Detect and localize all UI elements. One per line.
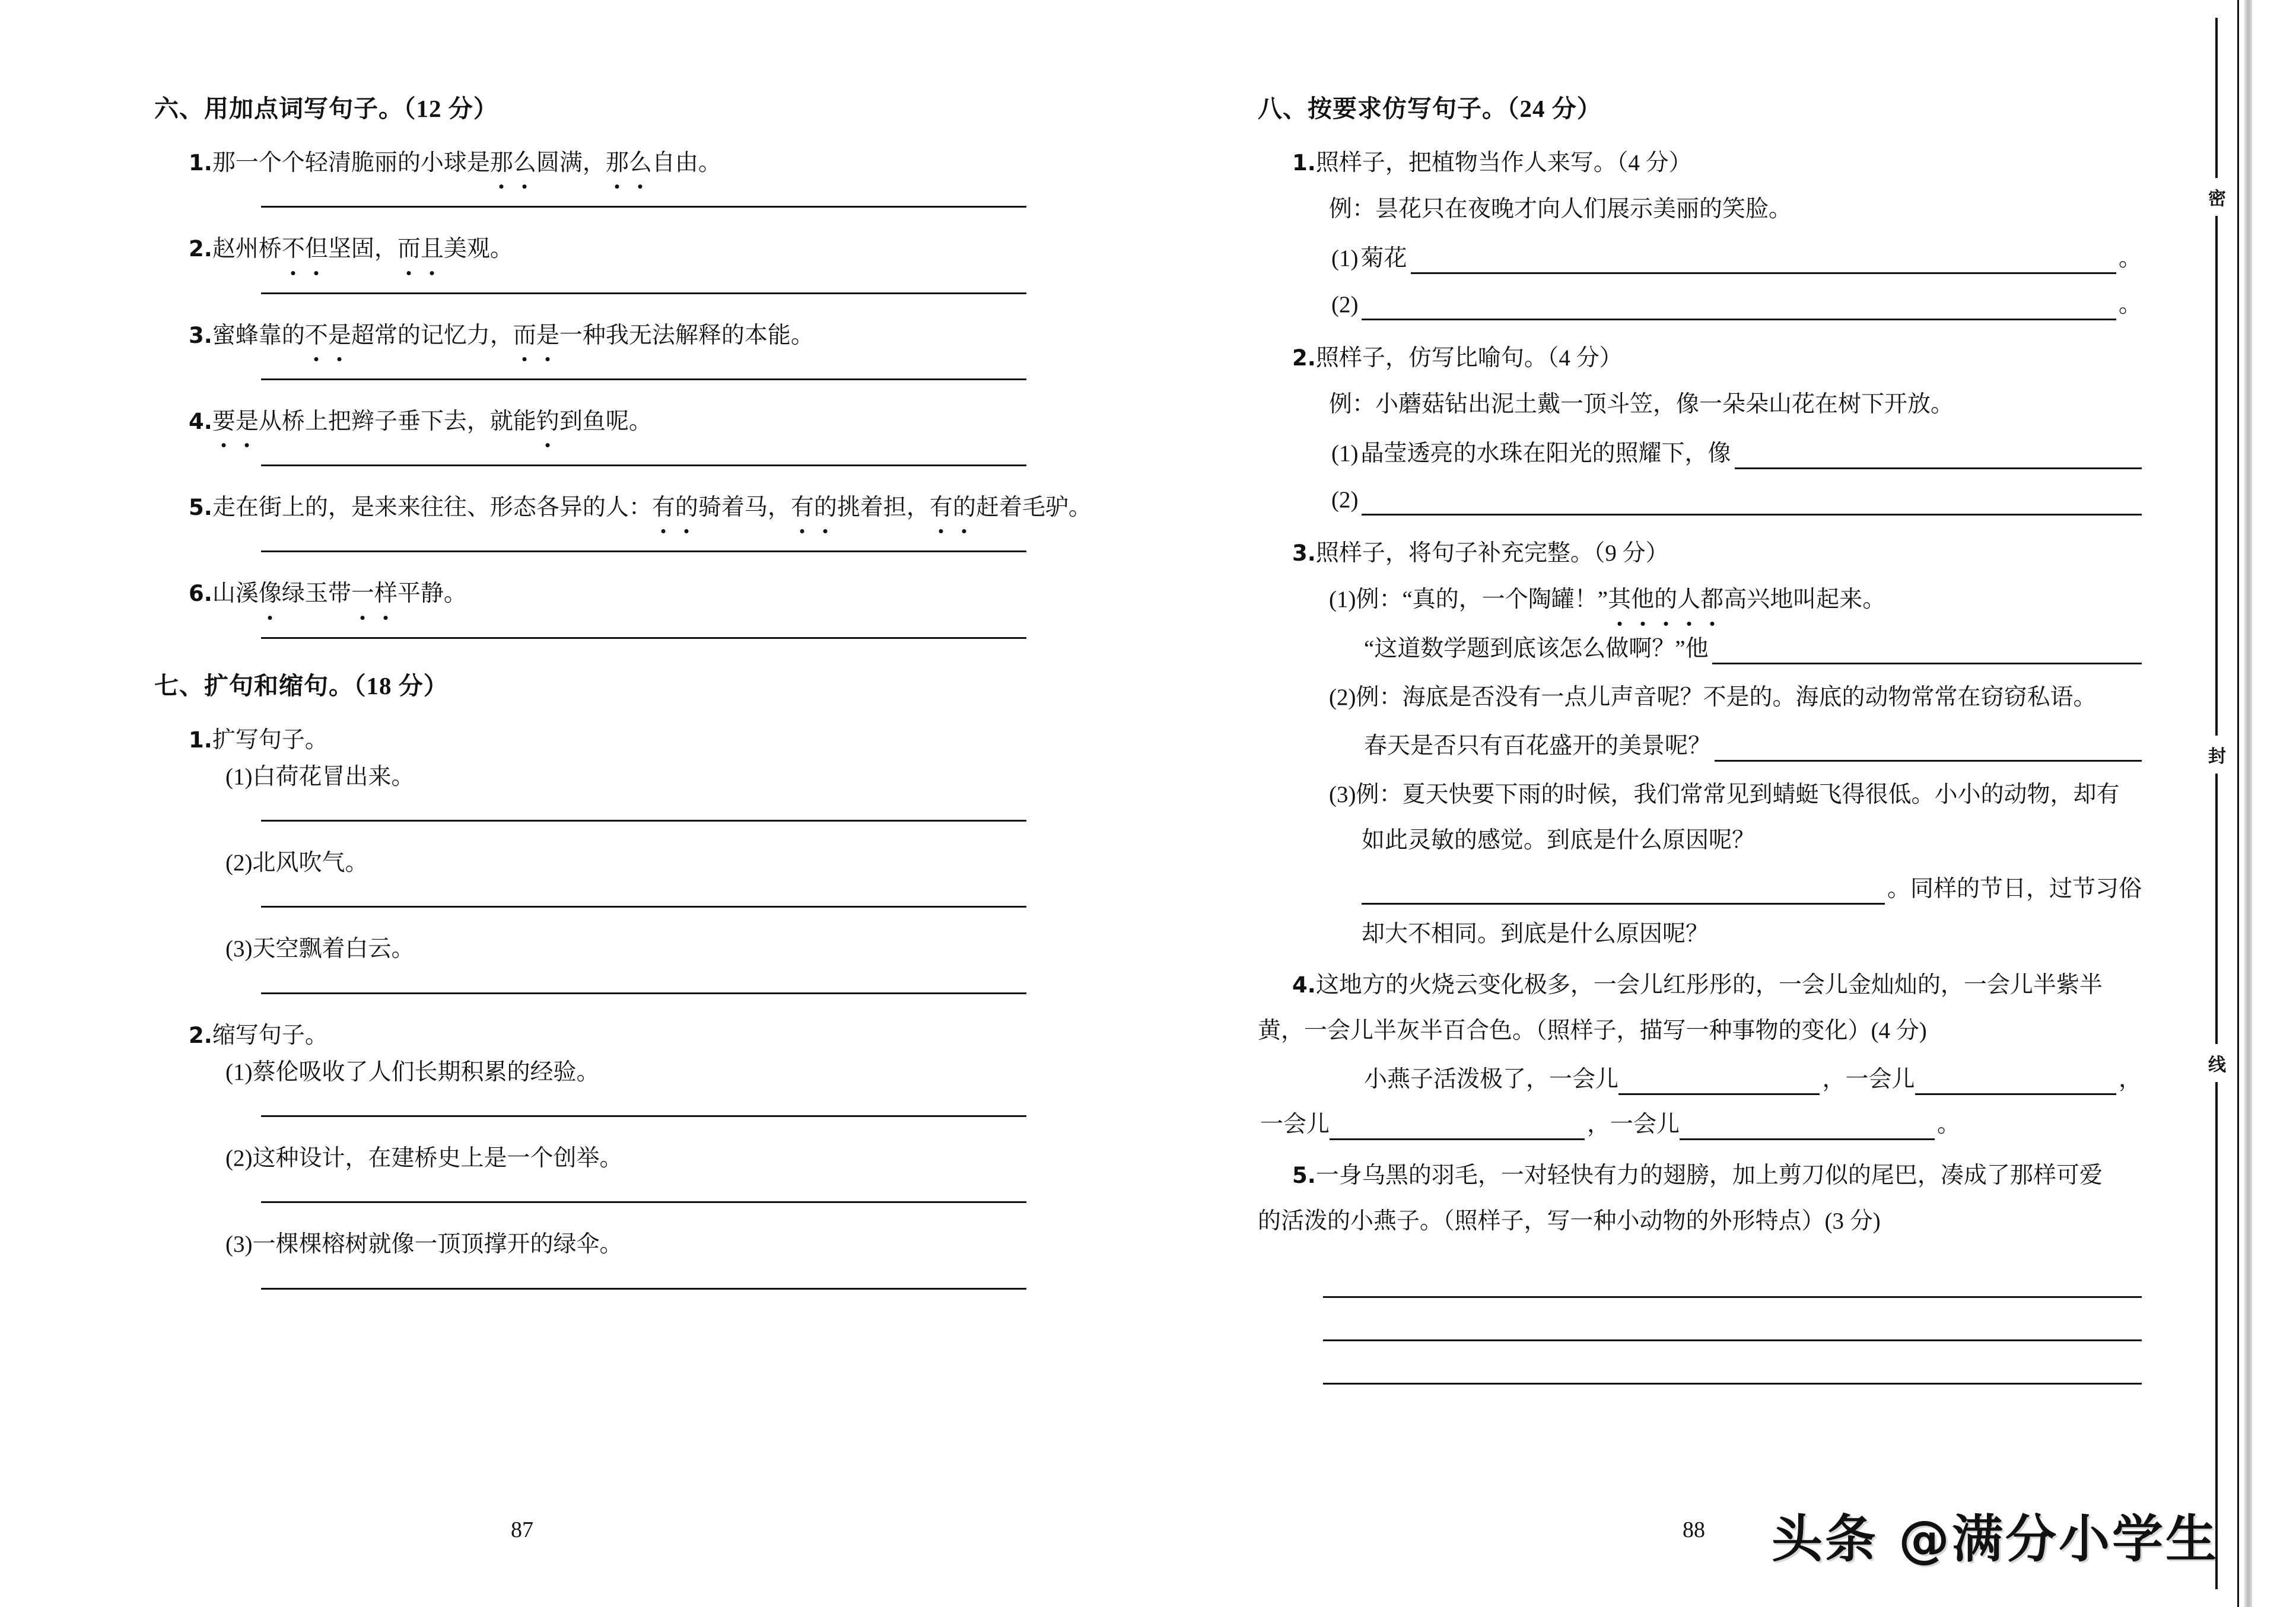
question-8-3-number: 3.	[1292, 540, 1316, 566]
section-six-points: （12 分）	[403, 95, 498, 122]
question-6-3-text-c: 一种我无法解释的本能。	[559, 322, 814, 348]
question-6-3-number: 3.	[189, 322, 212, 348]
section-six-title: 六、用加点词写句子。	[154, 94, 403, 123]
dot-mark: 有	[652, 492, 675, 523]
question-8-2-points: （4 分）	[1547, 345, 1623, 371]
answer-blank[interactable]	[1618, 1093, 1820, 1095]
answer-rule[interactable]	[261, 378, 1026, 380]
watermark: 头条 @满分小学生	[1772, 1510, 2219, 1569]
left-page-number: 87	[511, 1517, 533, 1542]
question-6-3	[154, 320, 1026, 351]
answer-rule[interactable]	[261, 992, 1026, 994]
answer-rule[interactable]	[261, 464, 1026, 466]
answer-blank[interactable]	[1712, 642, 2142, 664]
question-6-5	[154, 492, 1092, 523]
dot-mark: 的	[675, 492, 698, 523]
answer-lead: “这道数学题到底该怎么做啊？”他	[1364, 635, 1709, 661]
dot-mark: 的	[1654, 584, 1677, 615]
answer-after: 。同样的节日，过节习俗	[1887, 876, 2142, 902]
dot-mark: 他	[1631, 584, 1654, 615]
example-text: 例：“真的，一个陶罐！”	[1356, 587, 1608, 613]
dot-mark: 有	[791, 492, 814, 523]
seal-vertical-line	[2215, 18, 2218, 1589]
question-8-3-points: （9 分）	[1593, 540, 1669, 566]
dot-mark: 不	[282, 234, 305, 265]
dot-mark: 的	[814, 492, 837, 523]
right-page-column	[1187, 0, 2296, 1607]
question-8-1-example: 例：昙花只在夜晚才向人们展示美丽的笑脸。	[1329, 196, 1792, 222]
seal-char-xian: 线	[2200, 1044, 2234, 1082]
question-7-2-number: 2.	[189, 1022, 212, 1048]
question-8-4-line2: 黄，一会儿半灰半百合色。（照样子，描写一种事物的变化）(4 分)	[1258, 1017, 1927, 1043]
question-8-3	[1258, 538, 2142, 569]
answer-rule[interactable]	[1323, 1339, 2142, 1341]
subitem-text: 这种设计，在建桥史上是一个创举。	[252, 1145, 623, 1171]
subitem-tag: (3)	[1329, 782, 1356, 808]
question-8-5-number: 5.	[1292, 1163, 1316, 1189]
section-eight-points: （24 分）	[1507, 95, 1602, 122]
question-8-3-3-answer-tail: 却大不相同。到底是什么原因呢？	[1362, 921, 1709, 947]
answer-end: 。	[1937, 1112, 1961, 1137]
answer-blank[interactable]	[1330, 1138, 1585, 1140]
section-seven-title: 七、扩句和缩句。	[154, 671, 354, 700]
question-8-1-number: 1.	[1292, 150, 1316, 176]
answer-lead: 春天是否只有百花盛开的美景呢？	[1364, 733, 1712, 759]
dot-mark: 都	[1700, 584, 1723, 615]
page-edge-shadow	[2244, 0, 2252, 1607]
dot-mark: 一	[351, 578, 374, 609]
question-8-3-3-answer	[1258, 874, 2142, 905]
question-6-6-text-b: 绿玉带	[281, 581, 351, 607]
answer-blank[interactable]	[1715, 740, 2142, 762]
question-7-1-3	[154, 934, 1026, 965]
question-6-6-text-c: 平静。	[397, 581, 467, 607]
question-7-1	[154, 725, 1026, 756]
answer-rule[interactable]	[1323, 1383, 2142, 1385]
question-6-3-text-a: 蜜蜂靠的	[212, 322, 305, 348]
blank-lead: 菊花	[1360, 245, 1407, 271]
question-8-4-answer-line1	[1258, 1064, 2142, 1095]
dot-mark: 是	[236, 406, 259, 437]
answer-blank[interactable]	[1735, 447, 2142, 469]
dot-mark: 要	[212, 406, 236, 437]
dot-mark: 那	[490, 148, 513, 179]
subitem-tag: (2)	[225, 850, 253, 876]
answer-lead: 一会儿	[1260, 1112, 1330, 1137]
seal-char-feng: 封	[2200, 736, 2234, 774]
question-8-5-line2: 的活泼的小燕子。（照样子，写一种小动物的外形特点）(3 分)	[1258, 1208, 1881, 1234]
question-8-2-prompt: 照样子，仿写比喻句。	[1315, 345, 1547, 371]
answer-mid: ，一会儿	[1587, 1112, 1680, 1137]
question-6-6-number: 6.	[189, 581, 212, 607]
question-6-4	[154, 406, 1026, 437]
question-8-1-points: （4 分）	[1616, 150, 1692, 176]
subitem-tag: (1)	[1331, 245, 1359, 271]
question-6-5-text-c: 挑着担，	[837, 495, 930, 520]
subitem-text: 蔡伦吸收了人们长期积累的经验。	[252, 1059, 600, 1085]
subitem-tag: (2)	[1329, 684, 1356, 710]
answer-rule[interactable]	[261, 1201, 1026, 1203]
answer-rule[interactable]	[261, 637, 1026, 639]
blank-lead: 晶莹透亮的水珠在阳光的照耀下，像	[1360, 440, 1731, 466]
question-8-2-example: 例：小蘑菇钻出泥土戴一顶斗笠，像一朵朵山花在树下开放。	[1329, 392, 1954, 418]
dot-mark: 像	[259, 578, 282, 609]
answer-rule[interactable]	[1323, 1296, 2142, 1298]
answer-blank[interactable]	[1362, 494, 2142, 515]
answer-rule[interactable]	[261, 1288, 1026, 1290]
question-7-1-1	[154, 762, 1026, 793]
question-7-2-3	[154, 1229, 1026, 1260]
dot-mark: 么	[513, 148, 536, 179]
answer-blank[interactable]	[1680, 1138, 1935, 1140]
question-8-2-blank-1	[1258, 438, 2142, 469]
page-gutter	[1115, 0, 1187, 1607]
question-8-3-2-answer	[1258, 731, 2142, 762]
dot-mark: 其	[1608, 584, 1631, 615]
dot-mark: 人	[1677, 584, 1700, 615]
answer-mid: ，一会儿	[1822, 1066, 1915, 1092]
question-6-4-number: 4.	[189, 408, 212, 434]
question-7-2-2	[154, 1143, 1026, 1174]
subitem-text: 天空飘着白云。	[252, 936, 415, 962]
section-seven-heading	[154, 666, 1026, 701]
answer-blank[interactable]	[1411, 252, 2116, 274]
question-6-5-text-a: 走在街上的，是来来往往、形态各异的人：	[212, 495, 652, 520]
question-6-2-text-a: 赵州桥	[212, 236, 282, 262]
answer-rule[interactable]	[261, 206, 1026, 208]
question-6-4-text-b: 到鱼呢。	[559, 408, 652, 434]
question-7-2-label: 缩写句子。	[212, 1022, 328, 1048]
example-text: 例：夏天快要下雨的时候，我们常常见到蜻蜓飞得很低。小小的动物，却有	[1356, 782, 2120, 808]
dot-mark: 那	[606, 148, 629, 179]
blank-end: 。	[2118, 291, 2142, 317]
answer-rule[interactable]	[261, 292, 1026, 294]
subitem-tag: (2)	[1331, 291, 1359, 317]
question-6-1-number: 1.	[189, 150, 212, 176]
subitem-text: 白荷花冒出来。	[252, 763, 415, 790]
dot-mark: 是	[328, 320, 351, 351]
subitem-tag: (2)	[225, 1145, 253, 1171]
dot-mark: 有	[930, 492, 953, 523]
dot-mark: 而	[513, 320, 536, 351]
section-seven-points: （18 分）	[354, 672, 449, 699]
question-6-2-text-c: 美观。	[443, 236, 513, 262]
question-8-3-prompt: 照样子，将句子补充完整。	[1315, 540, 1594, 566]
question-6-6-text-a: 山溪	[212, 581, 259, 607]
question-8-1	[1258, 148, 2142, 179]
answer-rule[interactable]	[261, 550, 1026, 552]
example-text: 例：海底是否没有一点儿声音呢？不是的。海底的动物常常在窃窃私语。	[1356, 684, 2097, 710]
question-8-5-text-line1: 一身乌黑的羽毛，一对轻快有力的翅膀，加上剪刀似的尾巴，凑成了那样可爱	[1315, 1163, 2103, 1189]
question-6-1-text-a: 那一个个轻清脆丽的小球是	[212, 150, 490, 176]
section-six-heading	[154, 89, 1026, 124]
question-8-3-3-example-line2: 如此灵敏的感觉。到底是什么原因呢？	[1362, 827, 1756, 853]
question-7-2	[154, 1020, 1026, 1051]
answer-blank[interactable]	[1362, 298, 2116, 320]
blank-end: 。	[2118, 245, 2142, 271]
question-6-2-text-b: 坚固，	[327, 236, 397, 262]
subitem-tag: (1)	[1331, 440, 1359, 466]
seal-char-mi: 密	[2200, 178, 2234, 216]
question-6-2-number: 2.	[189, 236, 212, 262]
dot-mark: 的	[953, 492, 976, 523]
answer-rule[interactable]	[261, 1115, 1026, 1117]
answer-blank[interactable]	[1362, 883, 1885, 905]
question-8-1-blank-1	[1258, 243, 2142, 274]
question-8-2-number: 2.	[1292, 345, 1316, 371]
section-eight-title: 八、按要求仿写句子。	[1258, 94, 1507, 123]
subitem-tag: (2)	[1331, 486, 1359, 513]
dot-mark: 且	[421, 234, 444, 265]
question-8-3-1-example	[1258, 584, 2142, 615]
question-8-1-blank-2	[1258, 289, 2142, 320]
question-7-1-number: 1.	[189, 727, 212, 753]
question-6-1	[154, 148, 1026, 179]
seal-line-strip	[2195, 0, 2237, 1607]
question-6-5-number: 5.	[189, 495, 212, 520]
question-8-4-text-line1: 这地方的火烧云变化极多，一会儿红彤彤的，一会儿金灿灿的，一会儿半紫半	[1315, 972, 2103, 998]
question-7-1-2	[154, 848, 1026, 879]
question-7-2-1	[154, 1057, 1026, 1088]
answer-rule[interactable]	[261, 906, 1026, 908]
subitem-text: 北风吹气。	[252, 850, 368, 876]
question-6-3-text-b: 超常的记忆力，	[351, 322, 513, 348]
dot-mark: 么	[629, 148, 652, 179]
subitem-tag: (1)	[225, 1059, 253, 1085]
question-6-5-text-b: 骑着马，	[698, 495, 791, 520]
subitem-tag: (3)	[225, 1231, 253, 1258]
question-8-3-2-example	[1258, 682, 2142, 713]
question-8-4-number: 4.	[1292, 972, 1316, 998]
answer-blank[interactable]	[1915, 1093, 2116, 1095]
question-8-1-prompt: 照样子，把植物当作人来写。	[1315, 150, 1617, 176]
answer-rule[interactable]	[261, 820, 1026, 822]
dot-mark: 但	[305, 234, 328, 265]
question-7-1-label: 扩写句子。	[212, 727, 328, 753]
subitem-tag: (3)	[225, 936, 253, 962]
question-8-5-line1	[1258, 1160, 2142, 1191]
dot-mark: 钓	[536, 406, 559, 437]
subitem-text: 一棵棵榕树就像一顶顶撑开的绿伞。	[252, 1231, 623, 1258]
right-page-number: 88	[1683, 1517, 1705, 1542]
question-6-1-text-b: 圆满，	[536, 150, 606, 176]
dot-mark: 不	[305, 320, 328, 351]
subitem-tag: (1)	[1329, 587, 1356, 613]
dot-mark: 而	[397, 234, 421, 265]
question-6-5-text-d: 赶着毛驴。	[975, 495, 1092, 520]
question-8-4-line1	[1258, 970, 2142, 1001]
example-text-tail: 高兴地叫起来。	[1723, 587, 1886, 613]
question-6-6	[154, 578, 1026, 609]
question-8-4-answer-line2	[1258, 1109, 2142, 1140]
answer-lead: 小燕子活泼极了，一会儿	[1364, 1066, 1619, 1092]
page-edge-line	[2237, 0, 2239, 1607]
question-8-2	[1258, 343, 2142, 374]
question-6-2	[154, 234, 1026, 265]
question-8-3-3-example-line1	[1258, 779, 2142, 810]
dot-mark: 是	[536, 320, 559, 351]
question-8-3-1-answer	[1258, 634, 2142, 664]
dot-mark: 样	[374, 578, 397, 609]
answer-end: ，	[2118, 1066, 2142, 1092]
subitem-tag: (1)	[225, 763, 253, 790]
section-eight-heading	[1258, 89, 2142, 124]
question-6-1-text-c: 自由。	[651, 150, 721, 176]
question-6-4-text-a: 从桥上把辫子垂下去，就能	[258, 408, 536, 434]
left-page-column	[0, 0, 1115, 1607]
question-8-2-blank-2	[1258, 485, 2142, 515]
